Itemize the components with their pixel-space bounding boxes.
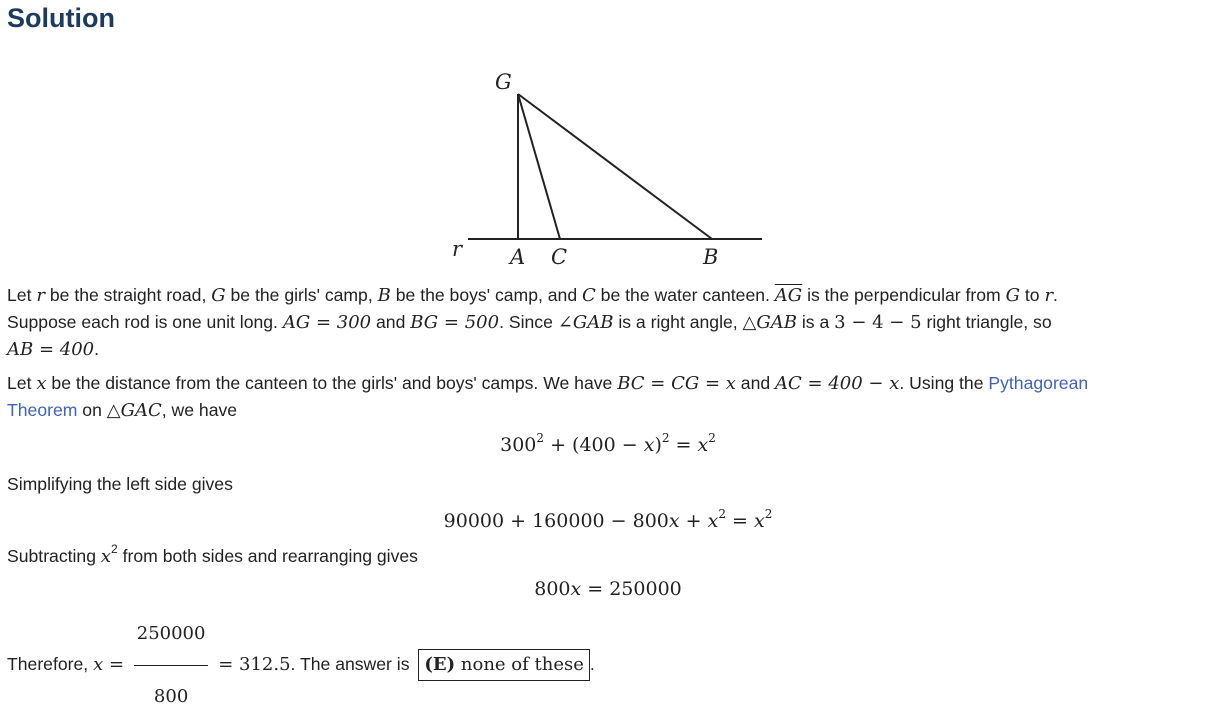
segment-GC — [518, 94, 560, 239]
triangle-diagram — [440, 62, 780, 272]
answer-box: (E) none of these — [418, 649, 589, 681]
paragraph-conclusion: Therefore, x = $\frac{250000}{800}$ = 312.5. The answer is (E) none of these . — [7, 606, 595, 725]
fraction: $\frac{250000}{800}$ — [134, 606, 209, 725]
paragraph-setup: Let r be the straight road, G be the girls' camp, B be the boys' camp, and C be the water canteen. $\overline{AG}$ is the perpendicular from G to r. Suppose each rod is one unit long. AG = 300 and BG = 500. Since ∠GAB is a right angle, △GAB is a 3 − 4 − 5 right triangle, so AB = 400. — [7, 285, 1058, 360]
paragraph-simplify: Simplifying the left side gives — [7, 474, 233, 494]
paragraph-variable: Let x be the distance from the canteen to the girls' and boys' camps. We have BC = CG = x and AC = 400 − x. Using the Pythagorean Theorem on △GAC, we have — [7, 373, 1089, 421]
label-B: B — [703, 245, 719, 269]
page-title: Solution — [7, 3, 115, 33]
segment-GB — [518, 94, 712, 239]
label-C: C — [551, 245, 568, 269]
label-r: r — [452, 237, 463, 261]
label-G: G — [495, 70, 512, 94]
equation-linear: 800x = 250000 — [534, 578, 682, 600]
label-A: A — [510, 245, 526, 269]
segment-AG-notation: $\overline{AG}$ — [774, 285, 803, 306]
paragraph-subtract: Subtracting $x^2$ from both sides and rearranging gives — [7, 542, 418, 567]
pythagorean-theorem-link[interactable]: Pythagorean Theorem — [7, 373, 1089, 420]
equation-pythagorean: $300^2 + (400 - x)^2 = x^2$ — [500, 431, 716, 456]
equation-expanded: $90000 + 160000 - 800x + x^2 = x^2$ — [443, 507, 773, 532]
